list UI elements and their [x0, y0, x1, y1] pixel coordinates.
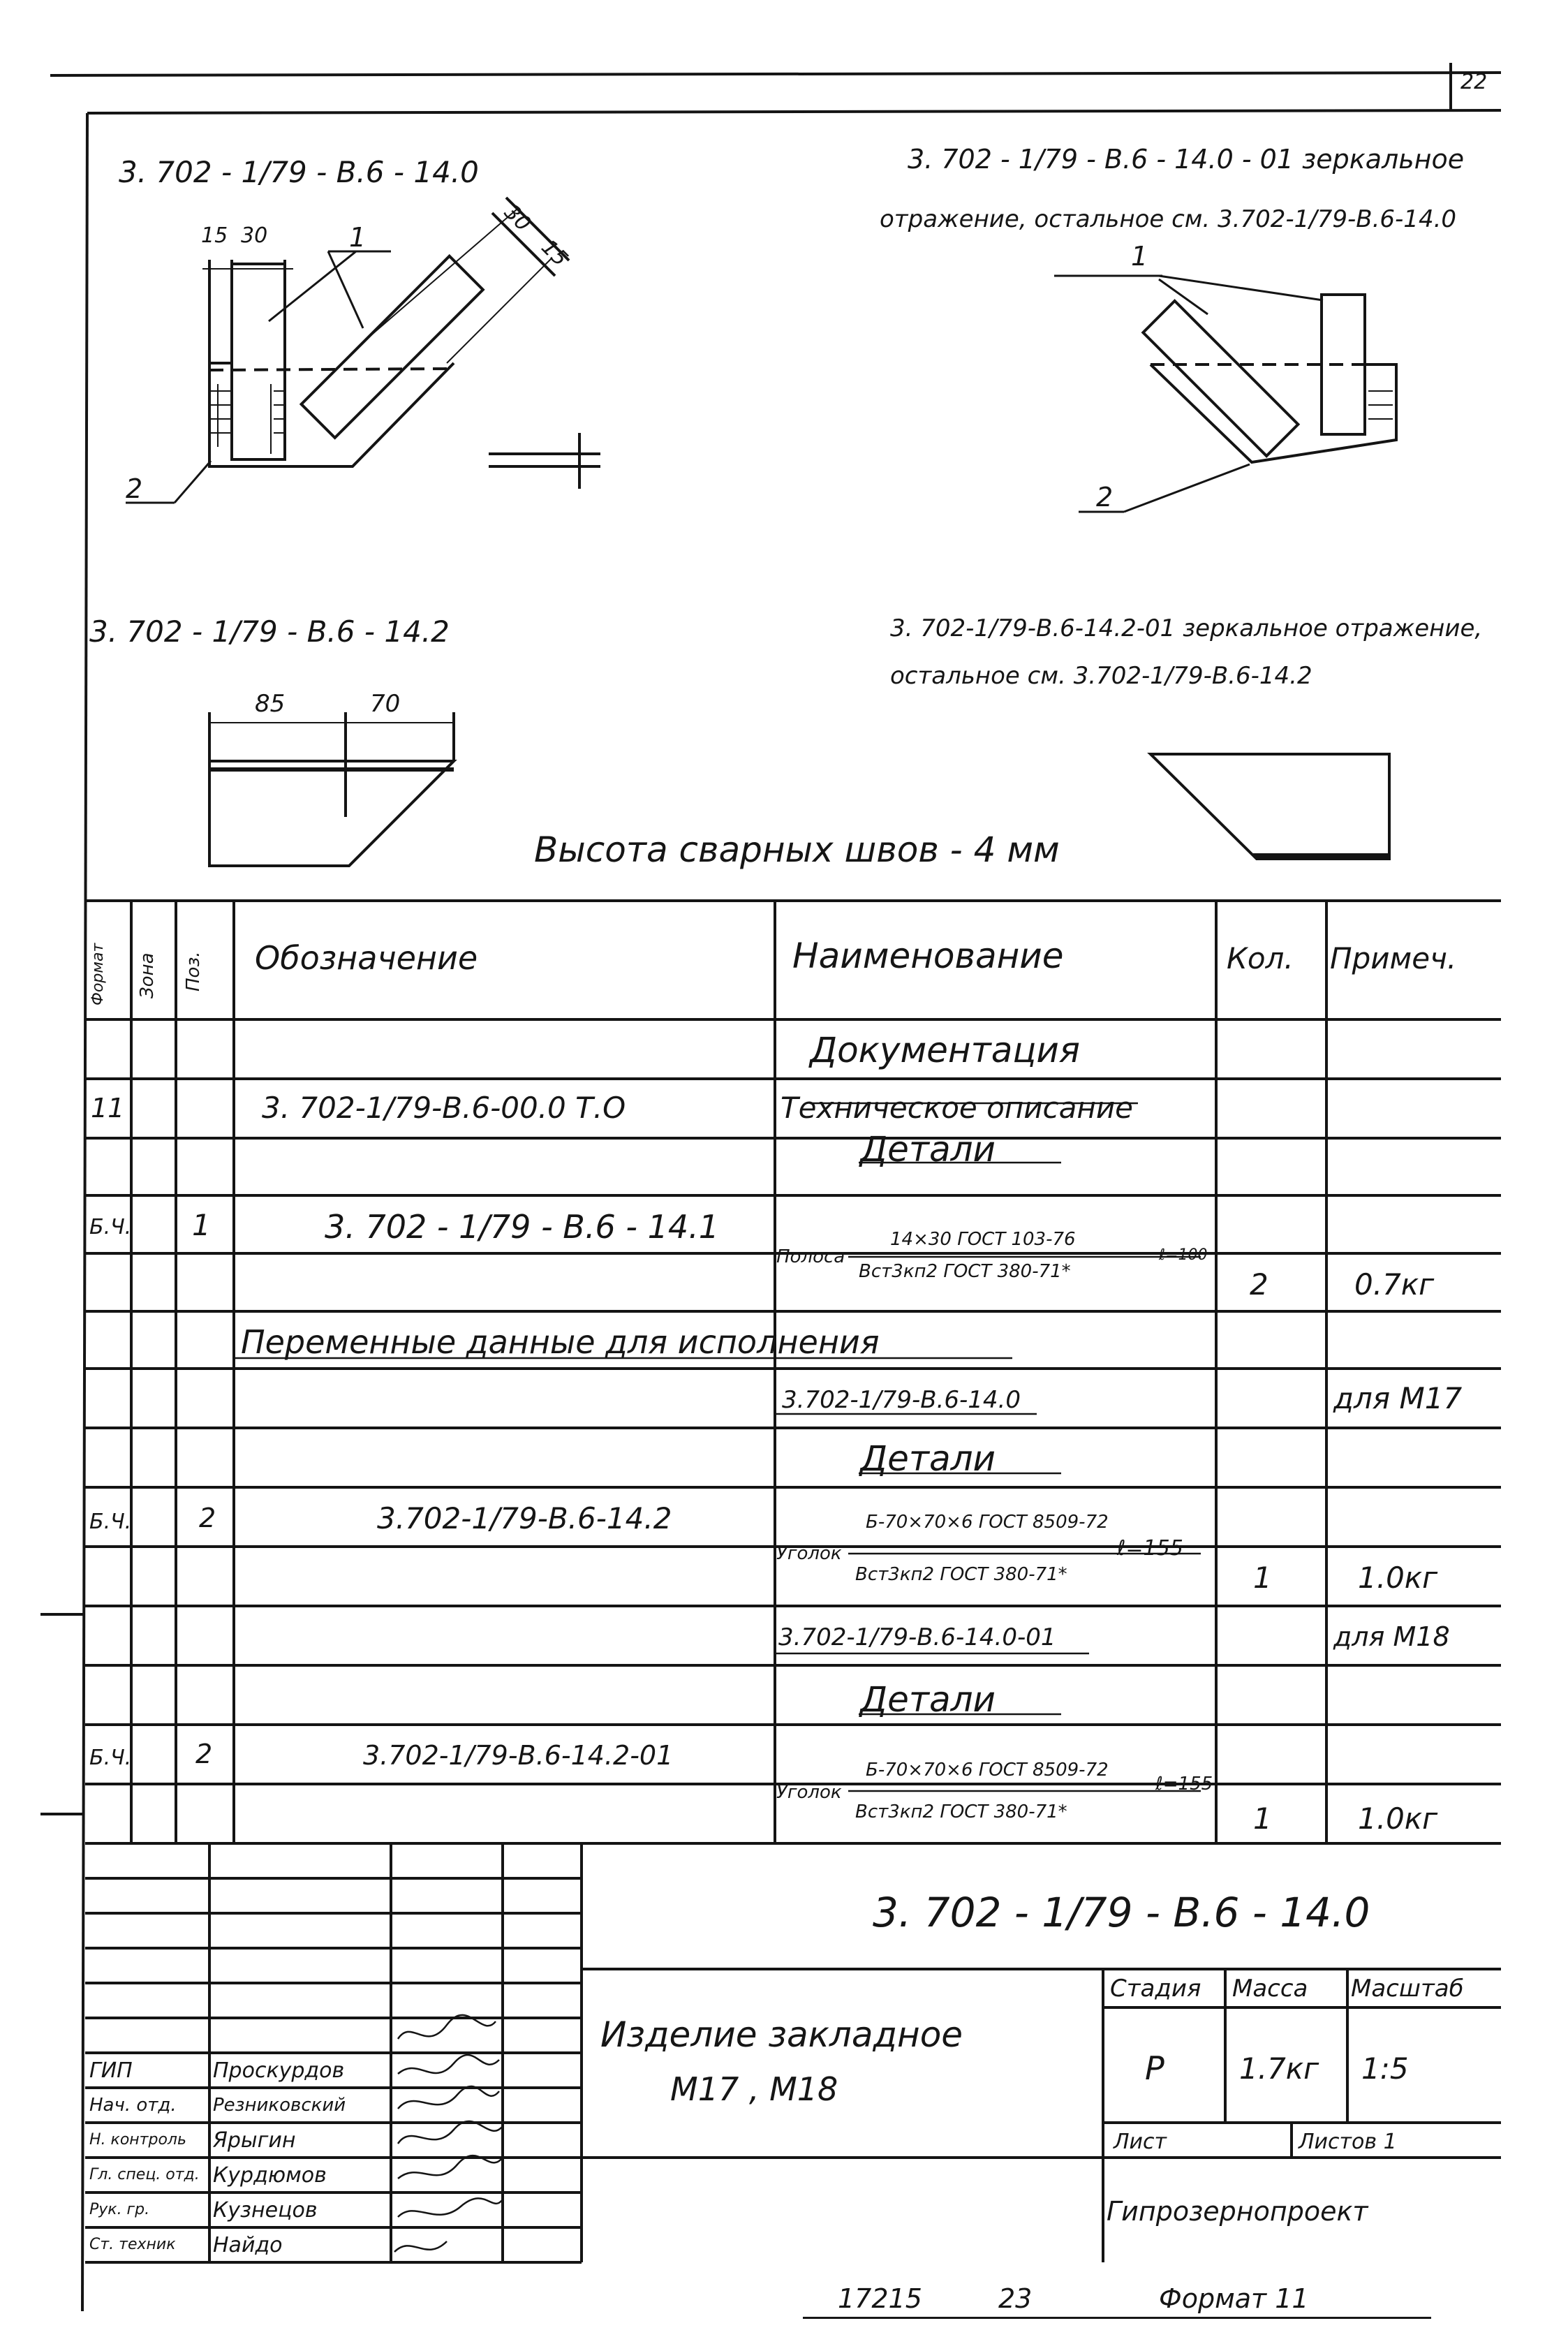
sheet-label: Лист: [1114, 2130, 1167, 2154]
r3-designation: 3.702-1/79-B.6-14.2-01: [363, 1740, 674, 1771]
view-label-14-2: 3. 702 - 1/79 - B.6 - 14.2: [89, 614, 450, 649]
staff-role-4: Рук. гр.: [89, 2201, 150, 2218]
view-label-14-0-01-line1: 3. 702 - 1/79 - B.6 - 14.0 - 01 зеркальное: [908, 144, 1465, 175]
view-label-14-2-01-line1: 3. 702-1/79-B.6-14.2-01 зеркальное отражение,: [890, 614, 1483, 642]
view-14-2-01: [1151, 754, 1389, 859]
r2-length: ℓ=155: [1117, 1536, 1183, 1561]
sheets-label: Листов 1: [1299, 2130, 1397, 2154]
r3-note: 1.0кг: [1358, 1801, 1438, 1836]
r1-length: ℓ=100: [1159, 1246, 1208, 1264]
r2-note: 1.0кг: [1358, 1561, 1438, 1595]
staff-role-3: Гл. спец. отд.: [89, 2166, 200, 2183]
staff-role-2: Н. контроль: [89, 2131, 186, 2149]
view-label-14-0: 3. 702 - 1/79 - B.6 - 14.0: [119, 155, 479, 189]
footer-inventory-number: 17215: [838, 2283, 922, 2314]
stage-label: Стадия: [1110, 1975, 1201, 2003]
r1-name: Полоса: [776, 1246, 845, 1267]
header-pos: Поз.: [183, 951, 204, 992]
view-label-14-0-01-line2: отражение, остальное см. 3.702-1/79-B.6-14.0: [880, 205, 1457, 233]
r3-name: Уголок: [776, 1782, 842, 1803]
header-note: Примеч.: [1330, 941, 1457, 975]
dim-30: 30: [241, 223, 268, 248]
r2-name-top: Б-70×70×6 ГОСТ 8509-72: [866, 1512, 1109, 1533]
dim-85: 85: [255, 690, 286, 718]
scale-label: Масштаб: [1351, 1975, 1464, 2003]
r2-designation: 3.702-1/79-B.6-14.2: [377, 1501, 672, 1535]
header-zone: Зона: [137, 952, 158, 998]
callout-2-left: 2: [126, 473, 143, 504]
callout-1-left: 1: [349, 222, 367, 253]
mass-value: 1.7кг: [1239, 2051, 1319, 2086]
staff-name-1: Резниковский: [213, 2095, 346, 2116]
r3-pos: 2: [195, 1739, 213, 1769]
header-format: Формат: [89, 943, 107, 1005]
mass-label: Масса: [1232, 1975, 1308, 2003]
header-designation: Обозначение: [255, 939, 478, 977]
staff-name-2: Ярыгин: [213, 2128, 296, 2153]
r2-pos: 2: [199, 1503, 216, 1533]
variant2-ref: 3.702-1/79-B.6-14.0-01: [778, 1623, 1056, 1651]
r1-note: 0.7кг: [1354, 1267, 1435, 1302]
variant1-ref: 3.702-1/79-B.6-14.0: [782, 1386, 1021, 1414]
dim-70: 70: [370, 690, 401, 718]
section-details-2: Детали: [860, 1438, 996, 1479]
dim-15-angled: 15: [536, 235, 572, 272]
r1-qty: 2: [1250, 1267, 1269, 1302]
callout-2-right: 2: [1096, 482, 1114, 513]
doc-format: 11: [91, 1093, 125, 1123]
footer-sheet-in-set: 23: [998, 2283, 1033, 2314]
section-documentation: Документация: [810, 1030, 1080, 1070]
title-doc-code: 3. 702 - 1/79 - B.6 - 14.0: [873, 1889, 1370, 1936]
doc-designation: 3. 702-1/79-B.6-00.0 Т.О: [262, 1091, 626, 1125]
section-details-3: Детали: [860, 1679, 996, 1720]
r2-format: Б.Ч.: [89, 1510, 132, 1534]
r3-name-top: Б-70×70×6 ГОСТ 8509-72: [866, 1760, 1109, 1781]
view-14-2: [209, 712, 454, 866]
view-14-0-01: [1054, 276, 1396, 512]
r3-name-bottom: Вст3кп2 ГОСТ 380-71*: [855, 1801, 1067, 1822]
staff-name-0: Проскурдов: [213, 2058, 345, 2083]
dim-30-angled: 30: [499, 200, 535, 237]
variant1-note: для М17: [1333, 1381, 1463, 1415]
r2-name: Уголок: [776, 1543, 842, 1564]
header-name: Наименование: [792, 936, 1064, 976]
weld-note: Высота сварных швов - 4 мм: [534, 830, 1060, 870]
section-details-1: Детали: [860, 1129, 996, 1170]
staff-name-5: Найдо: [213, 2233, 283, 2257]
staff-name-3: Курдюмов: [213, 2163, 327, 2188]
r1-pos: 1: [192, 1208, 211, 1242]
scale-value: 1:5: [1361, 2051, 1409, 2086]
header-qty: Кол.: [1227, 941, 1294, 975]
staff-role-5: Ст. техник: [89, 2236, 176, 2253]
r1-format: Б.Ч.: [89, 1215, 132, 1239]
spec-table-grid: [85, 901, 1501, 1843]
dim-15: 15: [201, 223, 228, 248]
r1-name-bottom: Вст3кп2 ГОСТ 380-71*: [859, 1261, 1071, 1282]
doc-name: Техническое описание: [781, 1091, 1133, 1125]
title-product-line2: М17 , М18: [670, 2070, 838, 2108]
staff-role-1: Нач. отд.: [89, 2095, 177, 2116]
stage-value: Р: [1145, 2049, 1164, 2087]
sheet-number: 22: [1460, 70, 1488, 94]
r2-name-bottom: Вст3кп2 ГОСТ 380-71*: [855, 1564, 1067, 1585]
title-product-line1: Изделие закладное: [600, 2014, 963, 2055]
r3-qty: 1: [1253, 1801, 1272, 1836]
footer-format: Формат 11: [1159, 2283, 1309, 2314]
organization: Гипрозернопроект: [1107, 2196, 1368, 2227]
r3-length: ℓ=155: [1155, 1774, 1213, 1794]
footer-rule: [803, 2317, 1431, 2319]
variant2-note: для М18: [1333, 1621, 1450, 1652]
view-label-14-2-01-line2: остальное см. 3.702-1/79-B.6-14.2: [890, 662, 1312, 690]
callout-1-right: 1: [1131, 241, 1148, 272]
r1-name-top: 14×30 ГОСТ 103-76: [890, 1229, 1076, 1250]
r2-qty: 1: [1253, 1561, 1272, 1595]
staff-role-0: ГИП: [89, 2058, 133, 2083]
r1-designation: 3. 702 - 1/79 - B.6 - 14.1: [325, 1208, 720, 1246]
r3-format: Б.Ч.: [89, 1746, 132, 1770]
variable-data-heading: Переменные данные для исполнения: [241, 1323, 880, 1361]
staff-name-4: Кузнецов: [213, 2198, 318, 2223]
